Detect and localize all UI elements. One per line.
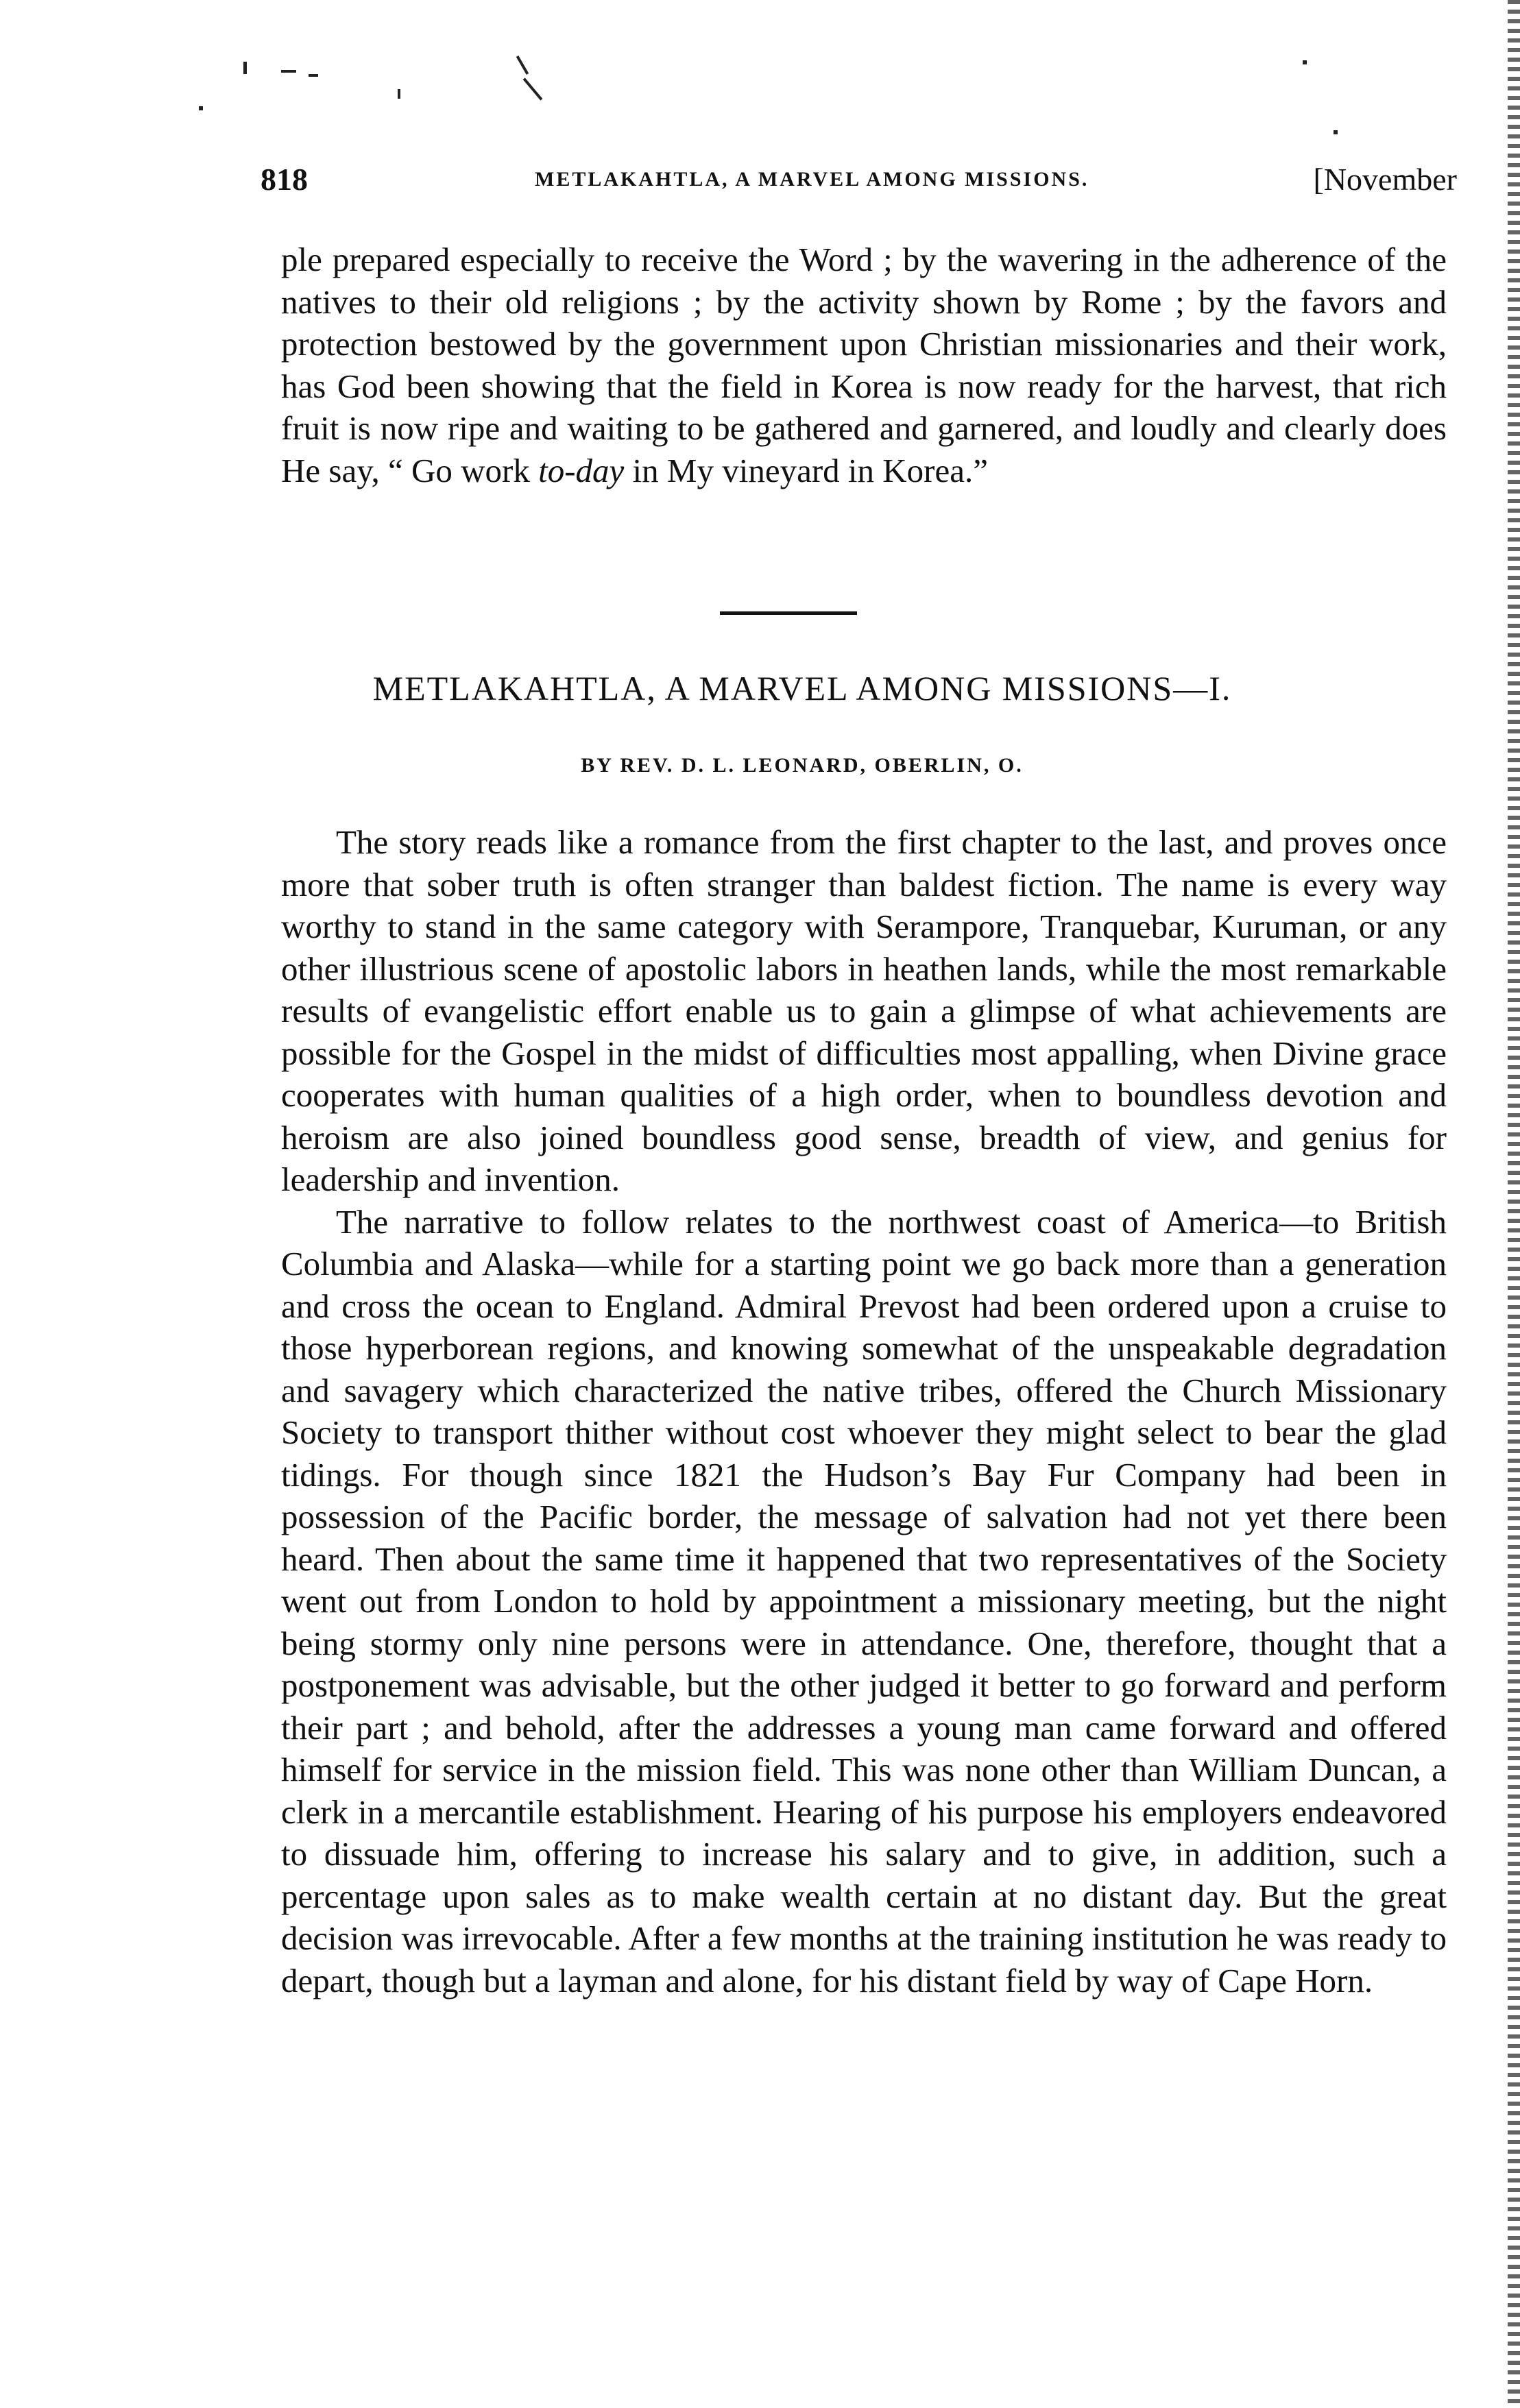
intro-text-end: in My vineyard in Korea.” — [624, 451, 988, 489]
running-header — [261, 161, 1457, 209]
article-paragraph: The narrative to follow relates to the northwest coast of America—to British Columbia and Alaska—while for a starting point we go back more than a generation and cross the ocean to England. Admiral Prevost had been ordered upon a cruise to those hyperborean regions, and knowing somewhat of the unspeakable degradation and savagery which characterized the native tribes, offered the Church Missionary Society to transport thither without cost whoever they might select to bear the glad tidings. For though since 1821 the Hudson’s Bay Fur Company had been in possession of the Pacific border, the message of salvation had not yet there been heard. Then about the same time it happened that two representatives of the Society went out from London to hold by appointment a missionary meeting, but the night being stormy only nine persons were in attendance. One, therefore, thought that a postponement was advisable, but the other judged it better to go forward and perform their part ; and behold, after the addresses a young man came forward and offered himself for service in the mission field. This was none other than William Duncan, a clerk in a mercantile establishment. Hearing of his purpose his employers endeavored to dissuade him, offering to increase his salary and to give, in addition, such a percentage upon sales as to make wealth certain at no distant day. But the great decision was irrevocable. After a few months at the training institution he was ready to depart, though but a layman and alone, for his distant field by way of Cape Horn. — [281, 1202, 1447, 1999]
intro-text: ple prepared especially to receive the Word ; by the wavering in the adherence of the natives to their old religions ; by the activity shown by Rome ; by the favors and protection bestowed by the government upon Christian missionaries and their work, has God been showing that the field in Korea is now ready for the harvest, that rich fruit is now ripe and waiting to be gathered and garnered, and loudly and clearly does He say, “ Go work — [281, 241, 1447, 489]
issue-month: [November — [1313, 162, 1457, 197]
section-divider — [720, 611, 857, 615]
article-byline: BY REV. D. L. LEONARD, OBERLIN, O. — [581, 754, 1024, 777]
intro-italic-text: to-day — [538, 451, 625, 489]
intro-paragraph — [281, 239, 1447, 491]
article-title: METLAKAHTLA, A MARVEL AMONG MISSIONS—I. — [372, 669, 1232, 707]
scan-edge-artifact — [1508, 0, 1520, 2408]
article-body — [281, 821, 1447, 2002]
article-paragraph: The story reads like a romance from the first chapter to the last, and proves once more that sober truth is often stranger than baldest fiction. The name is every way worthy to stand in the same category with Serampore, Tranquebar, Kuruman, or any other illustrious scene of apostolic labors in heathen lands, while the most remarkable results of evangelistic effort enable us to gain a glimpse of what achievements are possible for the Gospel in the midst of difficulties most appalling, when Divine grace cooperates with human qualities of a high order, when to boundless devotion and heroism are also joined boundless good sense, breadth of view, and genius for leadership and invention. — [281, 823, 1447, 1198]
running-title: METLAKAHTLA, A MARVEL AMONG MISSIONS. — [535, 168, 1089, 191]
page-number: 818 — [261, 162, 308, 197]
scan-specks — [206, 41, 1371, 151]
